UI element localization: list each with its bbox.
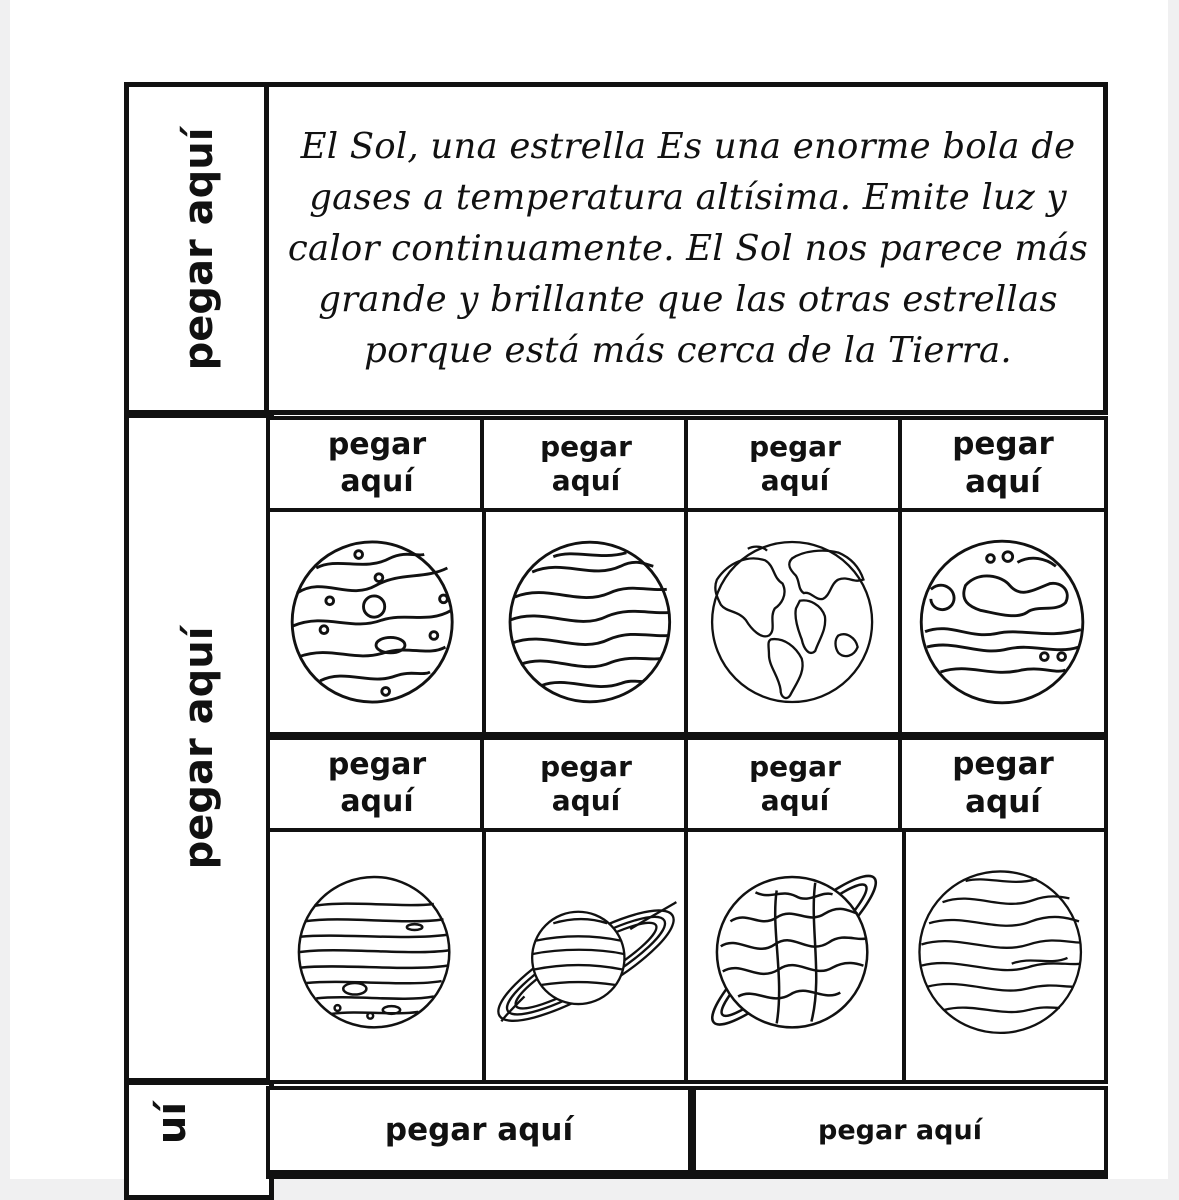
side-label-bottom: uí bbox=[149, 1101, 196, 1145]
bottom-divider bbox=[266, 1170, 1108, 1179]
glue-label-r2-2: pegar aquí bbox=[480, 736, 692, 832]
side-label-box-bottom bbox=[124, 1080, 274, 1200]
planet-cell-r1-3 bbox=[684, 508, 906, 736]
side-label-middle: pegar aquí bbox=[176, 626, 222, 870]
worksheet-page bbox=[10, 0, 1168, 1179]
ringed-swirl-planet-icon bbox=[688, 832, 902, 1080]
glue-label-r2-3: pegar aquí bbox=[684, 736, 906, 832]
planet-cell-r1-2 bbox=[482, 508, 690, 736]
planet-cell-r1-1 bbox=[266, 508, 488, 736]
glue-label-r2-4: pegar aquí bbox=[898, 736, 1108, 832]
planet-cell-r2-2 bbox=[482, 828, 690, 1084]
earth-globe-icon bbox=[688, 512, 902, 732]
banded-gas-giant-icon bbox=[270, 832, 484, 1080]
glue-label-r1-1: pegar aquí bbox=[266, 416, 488, 512]
wavy-striped-planet-icon bbox=[486, 512, 686, 732]
glue-label-bottom-2: pegar aquí bbox=[692, 1086, 1108, 1176]
mottled-planet-icon bbox=[902, 512, 1104, 732]
glue-label-r1-4: pegar aquí bbox=[898, 416, 1108, 512]
planet-cell-r2-1 bbox=[266, 828, 488, 1084]
glue-label-r2-1: pegar aquí bbox=[266, 736, 488, 832]
spotted-planet-icon bbox=[270, 512, 484, 732]
side-label-box-middle bbox=[124, 413, 274, 1083]
glue-label-bottom-1: pegar aquí bbox=[266, 1086, 692, 1176]
side-label-top: pegar aquí bbox=[176, 127, 222, 370]
striped-ice-giant-icon bbox=[906, 832, 1104, 1080]
passage-text: El Sol, una estrella Es una enorme bola de gases a temperatura altísima. Emite luz y calor continuamente. El Sol nos parece más grande y brillante que las otras estrellas porque está más cerca de la Tierra. bbox=[287, 125, 1089, 371]
planet-cell-r1-4 bbox=[898, 508, 1108, 736]
planet-cell-r2-4 bbox=[902, 828, 1108, 1084]
glue-label-r1-3: pegar aquí bbox=[684, 416, 906, 512]
side-label-box-top bbox=[124, 82, 274, 415]
ringed-saturn-icon bbox=[486, 832, 686, 1080]
glue-label-r1-2: pegar aquí bbox=[480, 416, 692, 512]
planet-cell-r2-3 bbox=[684, 828, 906, 1084]
